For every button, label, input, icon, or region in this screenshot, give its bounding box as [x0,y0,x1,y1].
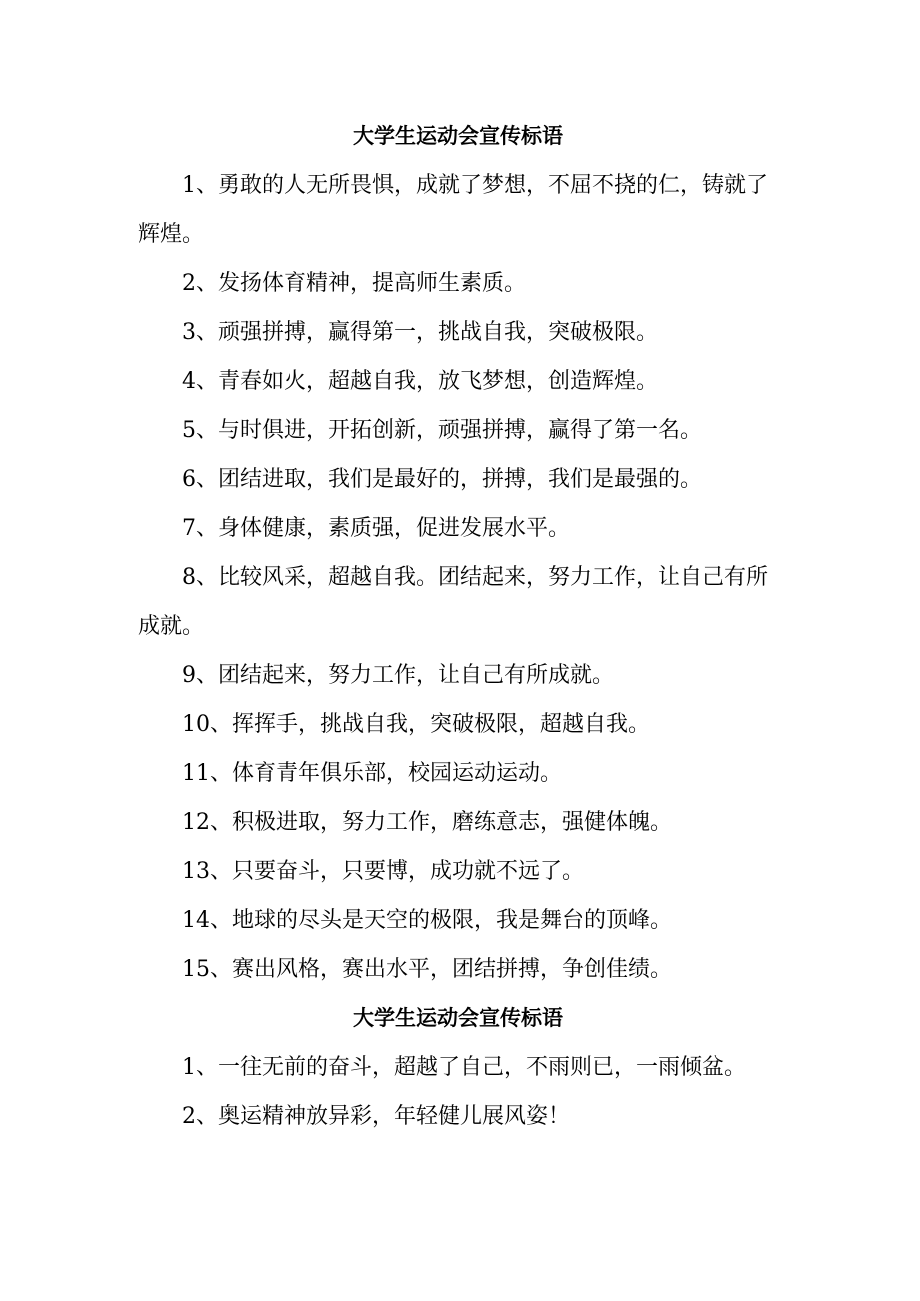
slogan-item: 2、奥运精神放异彩，年轻健儿展风姿！ [182,1104,570,1129]
slogan-item: 9、团结起来，努力工作，让自己有所成就。 [182,663,614,688]
slogan-item: 7、身体健康，素质强，促进发展水平。 [182,516,570,541]
slogan-item: 13、只要奋斗，只要博，成功就不远了。 [182,859,584,884]
slogan-item: 5、与时俱进，开拓创新，顽强拼搏，赢得了第一名。 [182,418,702,443]
slogan-item: 12、积极进取，努力工作，磨练意志，强健体魄。 [182,810,672,835]
slogan-item: 11、体育青年俱乐部，校园运动运动。 [182,761,562,786]
section-title: 大学生运动会宣传标语 [353,124,563,148]
slogan-item: 2、发扬体育精神，提高师生素质。 [182,271,526,296]
slogan-item: 10、挥挥手，挑战自我，突破极限，超越自我。 [182,712,650,737]
slogan-item: 8、比较风采，超越自我。团结起来，努力工作，让自己有所成就。 [138,565,768,639]
slogan-item: 1、一往无前的奋斗，超越了自己，不雨则已，一雨倾盆。 [182,1055,746,1080]
slogan-item: 4、青春如火，超越自我，放飞梦想，创造辉煌。 [182,369,658,394]
slogan-item: 15、赛出风格，赛出水平，团结拼搏，争创佳绩。 [182,957,672,982]
section-title: 大学生运动会宣传标语 [353,1006,563,1030]
slogan-item: 6、团结进取，我们是最好的，拼搏，我们是最强的。 [182,467,702,492]
slogan-item: 14、地球的尽头是天空的极限，我是舞台的顶峰。 [182,908,672,933]
slogan-item: 1、勇敢的人无所畏惧，成就了梦想，不屈不挠的仁，铸就了辉煌。 [138,173,768,247]
document-body [138,112,778,1141]
slogan-item: 3、顽强拼搏，赢得第一，挑战自我，突破极限。 [182,320,658,345]
